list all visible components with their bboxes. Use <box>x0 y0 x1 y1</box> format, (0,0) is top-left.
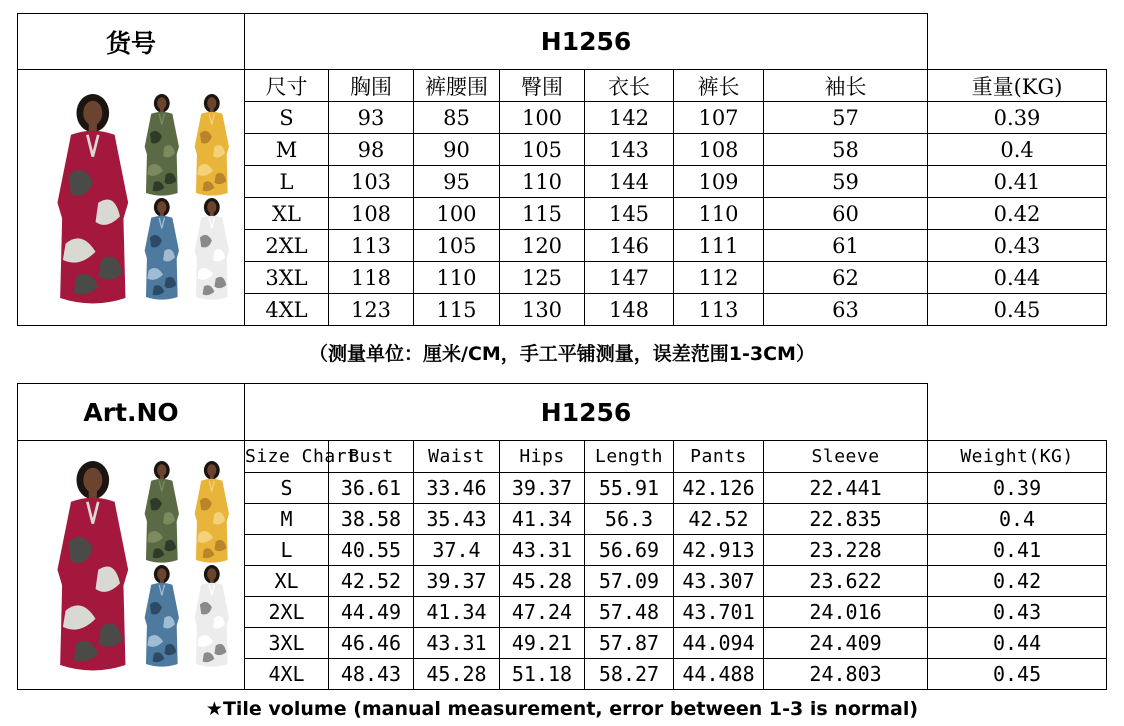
measurement-cell: 118 <box>329 262 414 294</box>
column-header: Pants <box>674 441 764 473</box>
measurement-cell: 125 <box>500 262 585 294</box>
size-label: S <box>245 473 329 504</box>
measurement-cell: 0.44 <box>928 628 1107 659</box>
size-label: 2XL <box>245 230 329 262</box>
measurement-cell: 35.43 <box>414 504 500 535</box>
measurement-cell: 148 <box>585 294 674 326</box>
size-label: XL <box>245 198 329 230</box>
measurement-cell: 108 <box>674 134 764 166</box>
size-label: L <box>245 166 329 198</box>
measurement-cell: 47.24 <box>500 597 585 628</box>
size-label: M <box>245 134 329 166</box>
column-header: Bust <box>329 441 414 473</box>
column-header: Waist <box>414 441 500 473</box>
measurement-cell: 105 <box>414 230 500 262</box>
measurement-cell: 120 <box>500 230 585 262</box>
measurement-cell: 0.42 <box>928 198 1107 230</box>
measurement-cell: 100 <box>414 198 500 230</box>
measurement-cell: 110 <box>414 262 500 294</box>
measurement-cell: 108 <box>329 198 414 230</box>
measurement-cell: 24.016 <box>764 597 928 628</box>
measurement-cell: 45.28 <box>500 566 585 597</box>
art-number-label: 货号 <box>18 14 245 70</box>
size-label: 4XL <box>245 659 329 690</box>
column-header: Sleeve <box>764 441 928 473</box>
size-label: 3XL <box>245 262 329 294</box>
product-photos <box>18 441 245 690</box>
measurement-cell: 57.87 <box>585 628 674 659</box>
measurement-cell: 112 <box>674 262 764 294</box>
measurement-cell: 113 <box>329 230 414 262</box>
measurement-cell: 33.46 <box>414 473 500 504</box>
en-size-chart <box>17 383 1107 690</box>
measurement-cell: 146 <box>585 230 674 262</box>
measurement-cell: 24.803 <box>764 659 928 690</box>
model-number: H1256 <box>245 384 928 441</box>
cn-table <box>17 13 1107 326</box>
measurement-cell: 22.835 <box>764 504 928 535</box>
measurement-cell: 42.52 <box>329 566 414 597</box>
measurement-cell: 113 <box>674 294 764 326</box>
column-header: Length <box>585 441 674 473</box>
measurement-cell: 130 <box>500 294 585 326</box>
measurement-cell: 0.44 <box>928 262 1107 294</box>
measurement-cell: 93 <box>329 102 414 134</box>
measurement-cell: 0.39 <box>928 473 1107 504</box>
measurement-cell: 45.28 <box>414 659 500 690</box>
column-header: 重量(KG) <box>928 70 1107 102</box>
measurement-cell: 57.09 <box>585 566 674 597</box>
measurement-cell: 39.37 <box>414 566 500 597</box>
column-header: 袖长 <box>764 70 928 102</box>
measurement-cell: 43.31 <box>500 535 585 566</box>
measurement-cell: 43.701 <box>674 597 764 628</box>
measurement-cell: 111 <box>674 230 764 262</box>
size-label: S <box>245 102 329 134</box>
measurement-cell: 90 <box>414 134 500 166</box>
measurement-cell: 56.69 <box>585 535 674 566</box>
measurement-cell: 23.622 <box>764 566 928 597</box>
measurement-cell: 145 <box>585 198 674 230</box>
measurement-cell: 0.41 <box>928 535 1107 566</box>
measurement-cell: 58 <box>764 134 928 166</box>
measurement-cell: 0.39 <box>928 102 1107 134</box>
size-label: 3XL <box>245 628 329 659</box>
measurement-cell: 143 <box>585 134 674 166</box>
measurement-cell: 61 <box>764 230 928 262</box>
measurement-cell: 0.42 <box>928 566 1107 597</box>
measurement-cell: 98 <box>329 134 414 166</box>
model-number: H1256 <box>245 14 928 70</box>
column-header: 臀围 <box>500 70 585 102</box>
measurement-cell: 147 <box>585 262 674 294</box>
header-row <box>18 70 1107 102</box>
measurement-cell: 142 <box>585 102 674 134</box>
column-header: Hips <box>500 441 585 473</box>
measurement-cell: 60 <box>764 198 928 230</box>
column-header: 裤长 <box>674 70 764 102</box>
measurement-cell: 43.31 <box>414 628 500 659</box>
art-number-label: Art.NO <box>18 384 245 441</box>
measurement-cell: 40.55 <box>329 535 414 566</box>
size-label: XL <box>245 566 329 597</box>
measurement-cell: 42.126 <box>674 473 764 504</box>
measurement-cell: 63 <box>764 294 928 326</box>
measurement-cell: 123 <box>329 294 414 326</box>
cn-size-chart <box>17 13 1107 326</box>
measurement-cell: 100 <box>500 102 585 134</box>
measurement-cell: 0.43 <box>928 230 1107 262</box>
product-photos <box>18 70 245 326</box>
measurement-cell: 0.45 <box>928 659 1107 690</box>
measurement-cell: 44.488 <box>674 659 764 690</box>
en-table <box>17 383 1107 690</box>
column-header: 裤腰围 <box>414 70 500 102</box>
measurement-cell: 0.43 <box>928 597 1107 628</box>
measurement-cell: 57 <box>764 102 928 134</box>
measurement-cell: 22.441 <box>764 473 928 504</box>
measurement-cell: 43.307 <box>674 566 764 597</box>
measurement-cell: 0.41 <box>928 166 1107 198</box>
header-row <box>18 441 1107 473</box>
measurement-cell: 38.58 <box>329 504 414 535</box>
measurement-cell: 115 <box>500 198 585 230</box>
measurement-cell: 109 <box>674 166 764 198</box>
measurement-cell: 0.4 <box>928 504 1107 535</box>
measurement-cell: 51.18 <box>500 659 585 690</box>
size-label: L <box>245 535 329 566</box>
measurement-cell: 44.49 <box>329 597 414 628</box>
measurement-cell: 103 <box>329 166 414 198</box>
measurement-cell: 115 <box>414 294 500 326</box>
column-header: 尺寸 <box>245 70 329 102</box>
en-measurement-note: ★Tile volume (manual measurement, error between 1-3 is normal) <box>205 698 919 720</box>
measurement-cell: 55.91 <box>585 473 674 504</box>
measurement-cell: 41.34 <box>500 504 585 535</box>
measurement-cell: 56.3 <box>585 504 674 535</box>
measurement-cell: 0.4 <box>928 134 1107 166</box>
measurement-cell: 44.094 <box>674 628 764 659</box>
measurement-cell: 42.52 <box>674 504 764 535</box>
measurement-cell: 62 <box>764 262 928 294</box>
measurement-cell: 48.43 <box>329 659 414 690</box>
measurement-cell: 58.27 <box>585 659 674 690</box>
size-label: 2XL <box>245 597 329 628</box>
measurement-cell: 110 <box>674 198 764 230</box>
cn-measurement-note: （测量单位：厘米/CM，手工平铺测量，误差范围1-3CM） <box>309 343 815 365</box>
measurement-cell: 59 <box>764 166 928 198</box>
column-header: Size Chart <box>245 441 329 473</box>
size-label: M <box>245 504 329 535</box>
measurement-cell: 23.228 <box>764 535 928 566</box>
measurement-cell: 37.4 <box>414 535 500 566</box>
measurement-cell: 110 <box>500 166 585 198</box>
measurement-cell: 105 <box>500 134 585 166</box>
column-header: 胸围 <box>329 70 414 102</box>
measurement-cell: 41.34 <box>414 597 500 628</box>
measurement-cell: 95 <box>414 166 500 198</box>
measurement-cell: 46.46 <box>329 628 414 659</box>
measurement-cell: 107 <box>674 102 764 134</box>
measurement-cell: 24.409 <box>764 628 928 659</box>
size-label: 4XL <box>245 294 329 326</box>
column-header: Weight(KG) <box>928 441 1107 473</box>
measurement-cell: 85 <box>414 102 500 134</box>
measurement-cell: 0.45 <box>928 294 1107 326</box>
measurement-cell: 144 <box>585 166 674 198</box>
measurement-cell: 57.48 <box>585 597 674 628</box>
measurement-cell: 36.61 <box>329 473 414 504</box>
measurement-cell: 49.21 <box>500 628 585 659</box>
measurement-cell: 39.37 <box>500 473 585 504</box>
column-header: 衣长 <box>585 70 674 102</box>
measurement-cell: 42.913 <box>674 535 764 566</box>
